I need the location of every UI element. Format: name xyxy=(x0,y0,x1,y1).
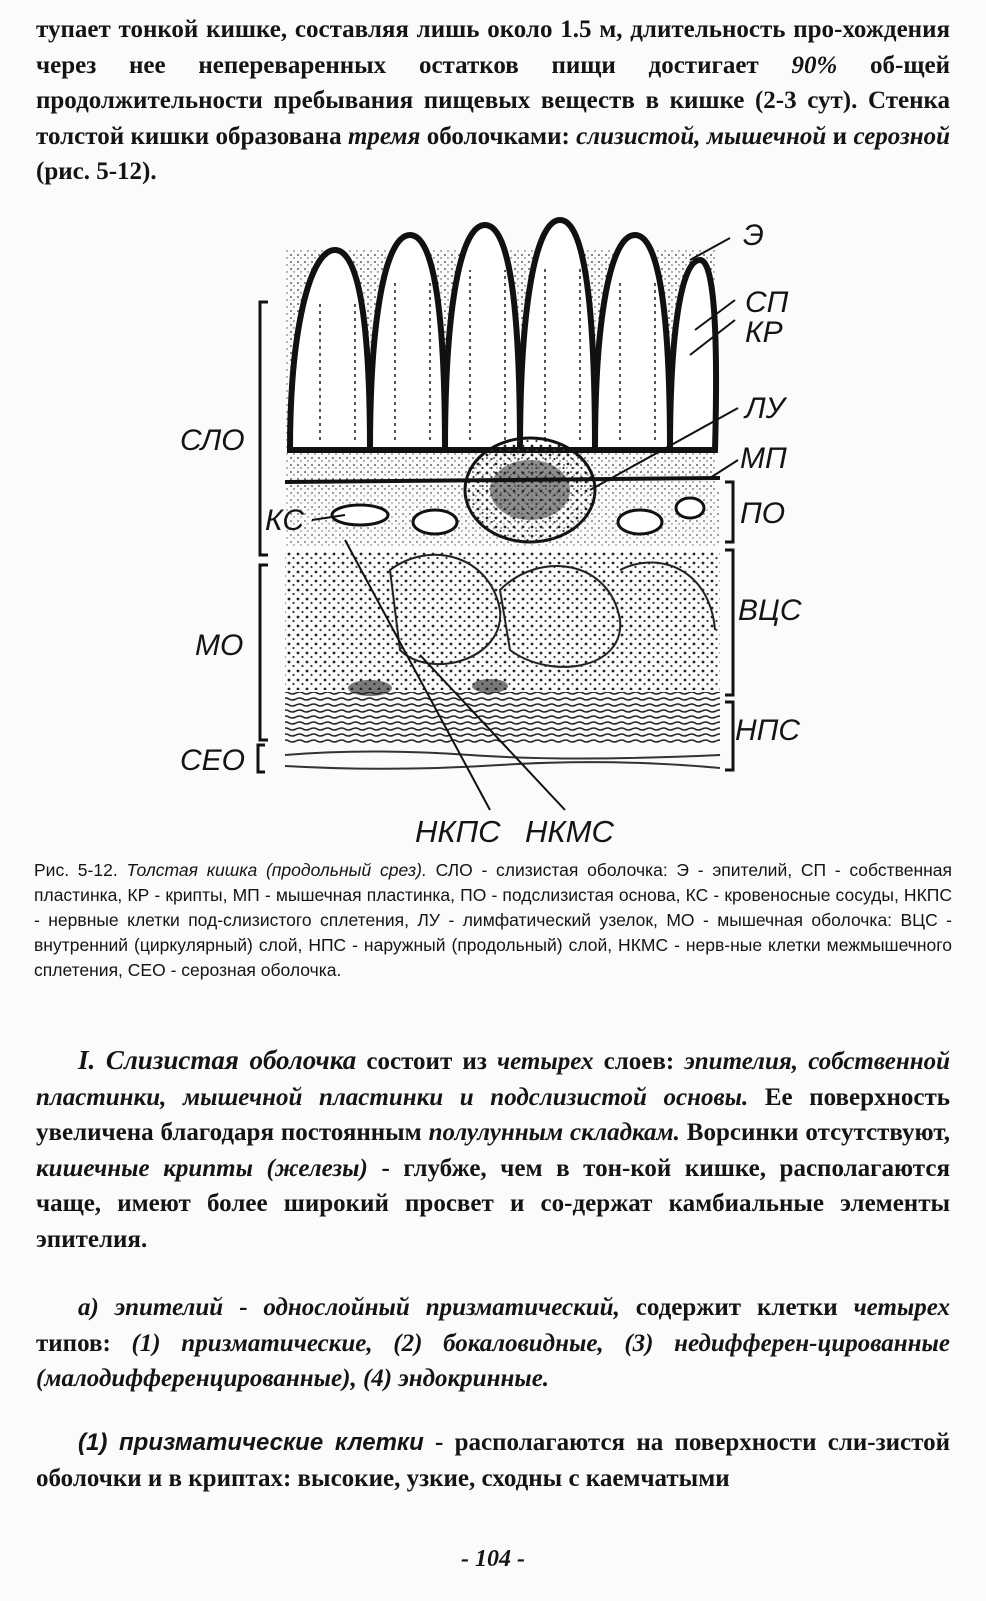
mucosa-emphasis: четырех xyxy=(497,1048,594,1075)
mucosa-text: Ворсинки отсутствуют, xyxy=(679,1119,950,1146)
mucosa-text: - глубже, чем в тон-кой кишке, располагаются чаще, имеют более широкий просвет и со-держат камбиальные элементы эпителия. xyxy=(36,1154,950,1253)
intro-paragraph xyxy=(36,12,950,190)
epithelium-text: содержит клетки xyxy=(619,1294,854,1321)
prismatic-paragraph xyxy=(36,1425,950,1496)
label-seo: СЕО xyxy=(180,744,246,777)
submucosa xyxy=(285,488,720,548)
label-lu: ЛУ xyxy=(745,392,785,425)
intro-text: оболочками: xyxy=(420,122,577,150)
caption-body: СЛО - слизистая оболочка: Э - эпителий, СП - собственная пластинка, КР - крипты, МП - мышечная пластинка, ПО - подслизистая основа, КС - кровеносные сосуды, НКПС - нервные клетки под-слизистого сплетения, ЛУ - лимфатический узелок, МО - мышечная оболочка: ВЦС - внутренний (циркулярный) слой, НПС - наружный (продольный) слой, НКМС - нерв-ные клетки межмышечного сплетения, СЕО - серозная оболочка. xyxy=(34,860,953,980)
label-nkms: НКМС xyxy=(525,814,614,849)
intro-percent: 90% xyxy=(791,51,838,79)
label-mo: МО xyxy=(195,629,244,662)
intro-emphasis: слизистой, мышечной xyxy=(576,122,827,150)
figure-caption xyxy=(34,858,952,983)
mucosa-heading: I. Слизистая оболочка xyxy=(78,1045,357,1075)
prismatic-heading: (1) призматические клетки xyxy=(78,1429,424,1456)
colon-section-figure xyxy=(170,210,810,850)
mucosa-emphasis: кишечные крипты (железы) xyxy=(36,1154,368,1182)
intro-text: (рис. 5-12). xyxy=(36,158,157,185)
label-e: Э xyxy=(743,219,764,252)
page-number: - 104 - xyxy=(461,1546,525,1572)
epithelium-text: - xyxy=(223,1294,264,1321)
mucosa-emphasis: эпителия, собственной пластинки, мышечной пластинки и подслизистой основы. xyxy=(36,1048,951,1111)
mucosa-emphasis: полулунным складкам. xyxy=(428,1119,680,1146)
mucosa-text: слоев: xyxy=(593,1048,685,1075)
epithelium-paragraph xyxy=(36,1290,950,1397)
serosa xyxy=(285,752,720,769)
caption-number: Рис. 5-12. xyxy=(34,860,127,880)
label-slo: СЛО xyxy=(180,424,245,457)
label-ks: КС xyxy=(265,504,305,537)
epithelium-text: типов: xyxy=(36,1329,132,1357)
mucosa-text: Ее поверхность увеличена благодаря постоянным xyxy=(36,1083,950,1146)
epithelium-emphasis: четырех xyxy=(853,1294,951,1321)
caption-title: Толстая кишка (продольный срез). xyxy=(126,860,427,880)
epithelium-heading: а) эпителий xyxy=(78,1294,224,1321)
mucosa-paragraph xyxy=(36,1043,950,1257)
intro-emphasis: серозной xyxy=(853,122,951,150)
label-nps: НПС xyxy=(735,714,801,747)
epithelium-emphasis: однослойный призматический, xyxy=(263,1294,620,1321)
label-vcs: ВЦС xyxy=(738,594,802,627)
prismatic-text: - располагаются на поверхности сли-зистой оболочки и в криптах: высокие, узкие, сходны с каемчатыми xyxy=(36,1429,951,1492)
label-mp: МП xyxy=(740,442,787,475)
intro-text: об-щей продолжительности пребывания пищевых веществ в кишке (2-3 сут). Стенка толстой кишки образована xyxy=(36,51,950,150)
mucosa-text: состоит из xyxy=(356,1048,498,1075)
intro-text: тупает тонкой кишке, составляя лишь около 1.5 м, длительность про-хождения через нее непереваренных остатков пищи достигает xyxy=(36,16,950,79)
inner-circular-layer xyxy=(285,550,720,690)
label-kr: КР xyxy=(745,316,783,349)
intro-text: и xyxy=(826,122,854,150)
label-nkps: НКПС xyxy=(415,814,501,849)
label-sp: СП xyxy=(745,286,789,319)
label-po: ПО xyxy=(740,497,786,530)
epithelium-emphasis: (1) призматические, (2) бокаловидные, (3) недифферен-цированные (малодифференцированные), (4) эндокринные. xyxy=(36,1329,950,1392)
intro-emphasis: тремя xyxy=(347,122,421,150)
